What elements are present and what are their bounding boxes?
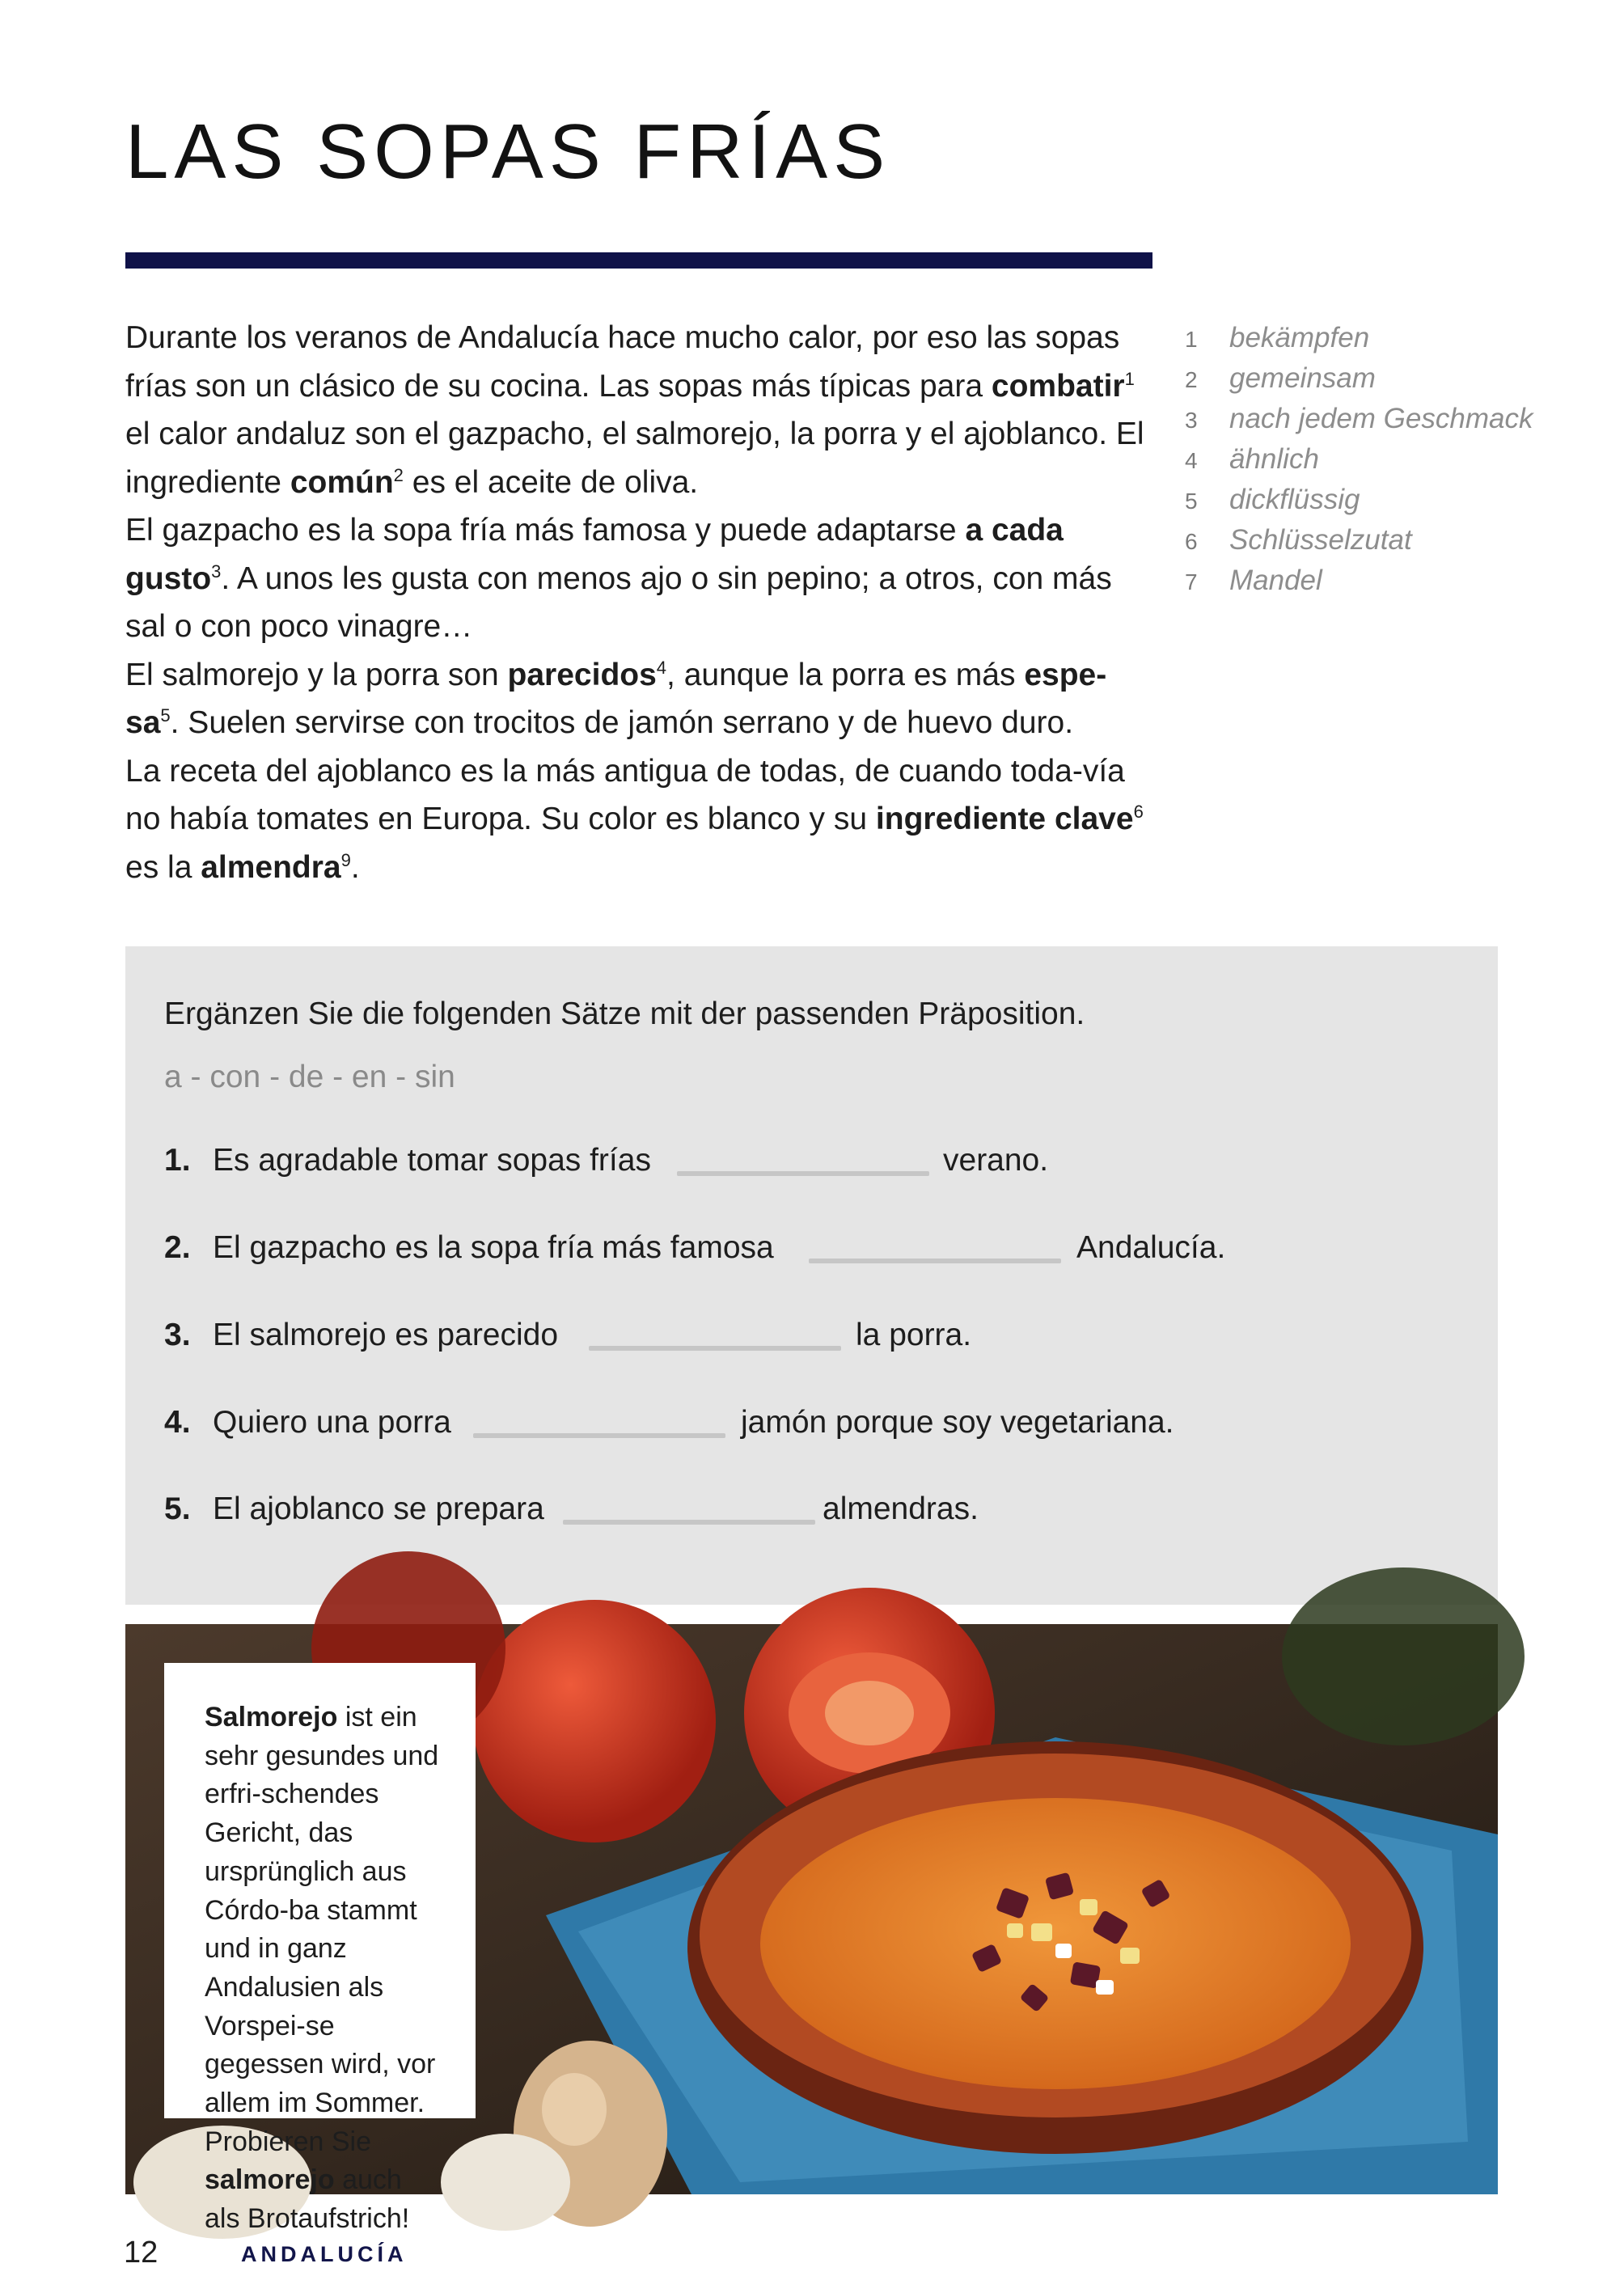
glossary-number: 3 — [1185, 408, 1198, 433]
text-run: Durante los veranos de Andalucía hace mucho calor, por eso las sopas frías son un clásico de su cocina. Las sopas más típicas para — [125, 320, 1120, 404]
sentence-start: Quiero una porra — [213, 1405, 451, 1440]
glossary-term: Mandel — [1229, 565, 1322, 596]
intro-paragraph — [125, 506, 1152, 651]
sentence-start: El gazpacho es la sopa fría más famosa — [213, 1230, 774, 1265]
glossary-number: 7 — [1185, 569, 1198, 594]
answer-blank-1[interactable] — [677, 1171, 929, 1176]
photo-caption — [164, 1663, 476, 2235]
footnote-marker: 3 — [211, 561, 222, 582]
sentence-number: 1. — [164, 1143, 191, 1178]
sentence-start: Es agradable tomar sopas frías — [213, 1143, 651, 1178]
footnote-marker: 5 — [160, 705, 171, 726]
sentence-end: jamón porque soy vegetariana. — [741, 1405, 1174, 1440]
sentence-number: 5. — [164, 1491, 191, 1526]
glossary-term: gemeinsam — [1229, 362, 1376, 394]
glossary-number: 4 — [1185, 448, 1198, 473]
text-run: . A unos les gusta con menos ajo o sin pepino; a otros, con más sal o con poco vinagre… — [125, 561, 1112, 644]
exercise-box — [125, 946, 1498, 1605]
text-run: . — [350, 849, 360, 885]
sentence-end: Andalucía. — [1076, 1230, 1226, 1265]
answer-blank-2[interactable] — [809, 1259, 1061, 1263]
text-run: el calor andaluz son el gazpacho, el salmorejo, la porra y el ajoblanco. El ingrediente — [125, 417, 1144, 500]
caption-text — [205, 1699, 439, 2239]
text-run: , aunque la porra es más — [666, 657, 1025, 692]
glossary-item — [1185, 480, 1541, 518]
intro-paragraph — [125, 651, 1152, 747]
exercise-sentence-1 — [164, 1143, 651, 1178]
text-run: El gazpacho es la sopa fría más famosa y puede adaptarse — [125, 513, 966, 548]
exercise-sentence-4 — [164, 1405, 451, 1441]
sentence-start: El ajoblanco se prepara — [213, 1491, 544, 1526]
highlighted-term: salmorejo — [205, 2164, 335, 2196]
glossary-item — [1185, 561, 1541, 599]
text-run: es el aceite de oliva. — [403, 464, 699, 500]
highlighted-term: a cada gusto — [125, 513, 1064, 596]
text-run: auch als Brotaufstrich! — [205, 2164, 410, 2235]
footnote-marker: 4 — [656, 657, 667, 678]
footnote-marker: 1 — [1124, 368, 1135, 389]
glossary-term: ähnlich — [1229, 443, 1319, 475]
highlighted-term: parecidos — [507, 657, 657, 692]
footnote-marker: 9 — [340, 849, 351, 870]
answer-blank-5[interactable] — [563, 1520, 815, 1525]
title-rule — [125, 252, 1152, 269]
highlighted-term: Salmorejo — [205, 1702, 338, 1732]
intro-paragraph — [125, 314, 1152, 506]
sentence-end: la porra. — [856, 1318, 972, 1352]
glossary-item — [1185, 400, 1541, 438]
glossary-number: 1 — [1185, 327, 1198, 352]
sentence-end: verano. — [943, 1143, 1049, 1178]
exercise-sentence-5 — [164, 1491, 544, 1527]
vocabulary-glossary — [1185, 319, 1541, 602]
highlighted-term: ingrediente clave — [875, 802, 1134, 836]
glossary-number: 5 — [1185, 489, 1198, 514]
text-run: es la — [125, 849, 201, 885]
footnote-marker: 6 — [1133, 802, 1144, 822]
glossary-term: bekämpfen — [1229, 322, 1370, 353]
text-run: El salmorejo y la porra son — [125, 657, 508, 692]
exercise-sentence-2 — [164, 1230, 774, 1266]
footnote-marker: 2 — [393, 464, 404, 485]
running-head: ANDALUCÍA — [241, 2242, 408, 2266]
glossary-number: 6 — [1185, 529, 1198, 554]
highlighted-term: común — [290, 464, 394, 500]
sentence-number: 2. — [164, 1230, 191, 1265]
glossary-term: dickflüssig — [1229, 484, 1360, 515]
answer-blank-4[interactable] — [473, 1433, 725, 1438]
glossary-term: Schlüsselzutat — [1229, 524, 1412, 556]
sentence-number: 3. — [164, 1318, 191, 1352]
text-run: ist ein sehr gesundes und erfri-schendes Gericht, das ursprünglich aus Córdo-ba stammt und in ganz Andalusien als Vorspei-se gegessen wird, vor allem im Sommer. Probieren Sie — [205, 1702, 439, 2157]
glossary-item — [1185, 521, 1541, 559]
page-title: LAS SOPAS FRÍAS — [125, 108, 891, 195]
sentence-start: El salmorejo es parecido — [213, 1318, 559, 1352]
answer-blank-3[interactable] — [589, 1346, 841, 1351]
text-run: La receta del ajoblanco es la más antigua de todas, de cuando toda-vía no había tomates en Europa. Su color es blanco y su — [125, 753, 1125, 836]
sentence-number: 4. — [164, 1405, 191, 1440]
sentence-end: almendras. — [823, 1491, 979, 1526]
highlighted-term: espe-sa — [125, 657, 1107, 740]
intro-text — [125, 314, 1152, 891]
exercise-instruction: Ergänzen Sie die folgenden Sätze mit der passenden Präposition. — [164, 996, 1085, 1031]
glossary-number: 2 — [1185, 367, 1198, 392]
text-run: . Suelen servirse con trocitos de jamón serrano y de huevo duro. — [170, 705, 1074, 740]
highlighted-term: almendra — [201, 849, 341, 885]
glossary-item — [1185, 440, 1541, 478]
preposition-options: a - con - de - en - sin — [164, 1060, 455, 1094]
salmorejo-photo — [125, 1624, 1498, 2235]
exercise-sentence-3 — [164, 1318, 558, 1353]
intro-paragraph — [125, 747, 1152, 892]
glossary-term: nach jedem Geschmack — [1229, 403, 1533, 434]
glossary-item — [1185, 319, 1541, 357]
highlighted-term: combatir — [991, 368, 1125, 404]
page-number: 12 — [124, 2236, 159, 2270]
glossary-item — [1185, 359, 1541, 397]
